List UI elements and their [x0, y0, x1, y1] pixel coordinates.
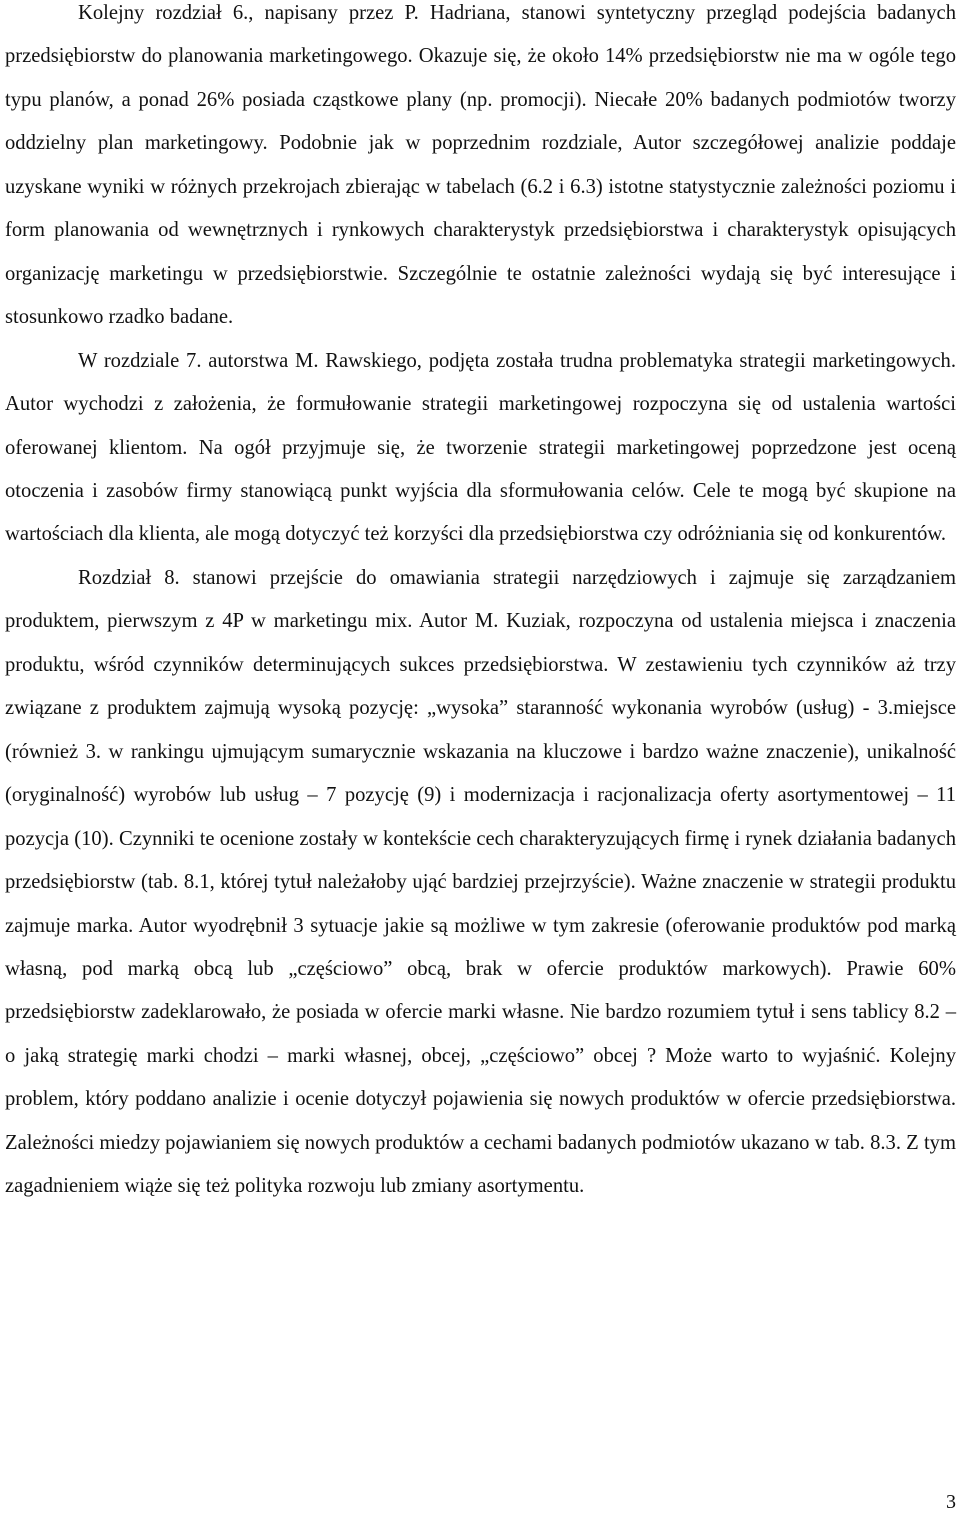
body-text	[5, 0, 956, 1209]
paragraph-chapter-7: W rozdziale 7. autorstwa M. Rawskiego, podjęta została trudna problematyka strategii marketingowych. Autor wychodzi z założenia, że formułowanie strategii marketingowej rozpoczyna się od ustalenia wartości oferowanej klientom. Na ogół przyjmuje się, że tworzenie strategii marketingowej poprzedzone jest oceną otoczenia i zasobów firmy stanowiącą punkt wyjścia dla sformułowania celów. Cele te mogą być skupione na wartościach dla klienta, ale mogą dotyczyć też korzyści dla przedsiębiorstwa czy odróżniania się od konkurentów.	[5, 349, 956, 546]
paragraph-chapter-6: Kolejny rozdział 6., napisany przez P. Hadriana, stanowi syntetyczny przegląd podejścia badanych przedsiębiorstw do planowania marketingowego. Okazuje się, że około 14% przedsiębiorstw nie ma w ogóle tego typu planów, a ponad 26% posiada cząstkowe plany (np. promocji). Niecałe 20% badanych podmiotów tworzy oddzielny plan marketingowy. Podobnie jak w poprzednim rozdziale, Autor szczegółowej analizie poddaje uzyskane wyniki w różnych przekrojach zbierając w tabelach (6.2 i 6.3) istotne statystycznie zależności poziomu i form planowania od wewnętrznych i rynkowych charakterystyk przedsiębiorstwa i charakterystyk opisujących organizację marketingu w przedsiębiorstwie. Szczególnie te ostatnie zależności wydają się być interesujące i stosunkowo rzadko badane.	[5, 2, 956, 329]
paragraph-chapter-8: Rozdział 8. stanowi przejście do omawiania strategii narzędziowych i zajmuje się zarządzaniem produktem, pierwszym z 4P w marketingu mix. Autor M. Kuziak, rozpoczyna od ustalenia miejsca i znaczenia produktu, wśród czynników determinujących sukces przedsiębiorstwa. W zestawieniu tych czynników aż trzy związane z produktem zajmują wysoką pozycję: „wysoka” staranność wykonania wyrobów (usług) - 3.miejsce (również 3. w rankingu ujmującym sumarycznie wskazania na kluczowe i bardzo ważne znaczenie), unikalność (oryginalność) wyrobów lub usług – 7 pozycję (9) i modernizacja i racjonalizacja oferty asortymentowej – 11 pozycja (10). Czynniki te ocenione zostały w kontekście cech charakteryzujących firmę i rynek działania badanych przedsiębiorstw (tab. 8.1, której tytuł należałoby ująć bardziej przejrzyście). Ważne znaczenie w strategii produktu zajmuje marka. Autor wyodrębnił 3 sytuacje jakie są możliwe w tym zakresie (oferowanie produktów pod marką własną, pod marką obcą lub „częściowo” obcą, brak w ofercie produktów markowych). Prawie 60% przedsiębiorstw zadeklarowało, że posiada w ofercie marki własne. Nie bardzo rozumiem tytuł i sens tablicy 8.2 – o jaką strategię marki chodzi – marki własnej, obcej, „częściowo” obcej ? Może warto to wyjaśnić. Kolejny problem, który poddano analizie i ocenie dotyczył pojawienia się nowych produktów w ofercie przedsiębiorstwa. Zależności miedzy pojawianiem się nowych produktów a cechami badanych podmiotów ukazano w tab. 8.3. Z tym zagadnieniem wiąże się też polityka rozwoju lub zmiany asortymentu.	[5, 566, 956, 1198]
page-number: 3	[946, 1491, 956, 1513]
